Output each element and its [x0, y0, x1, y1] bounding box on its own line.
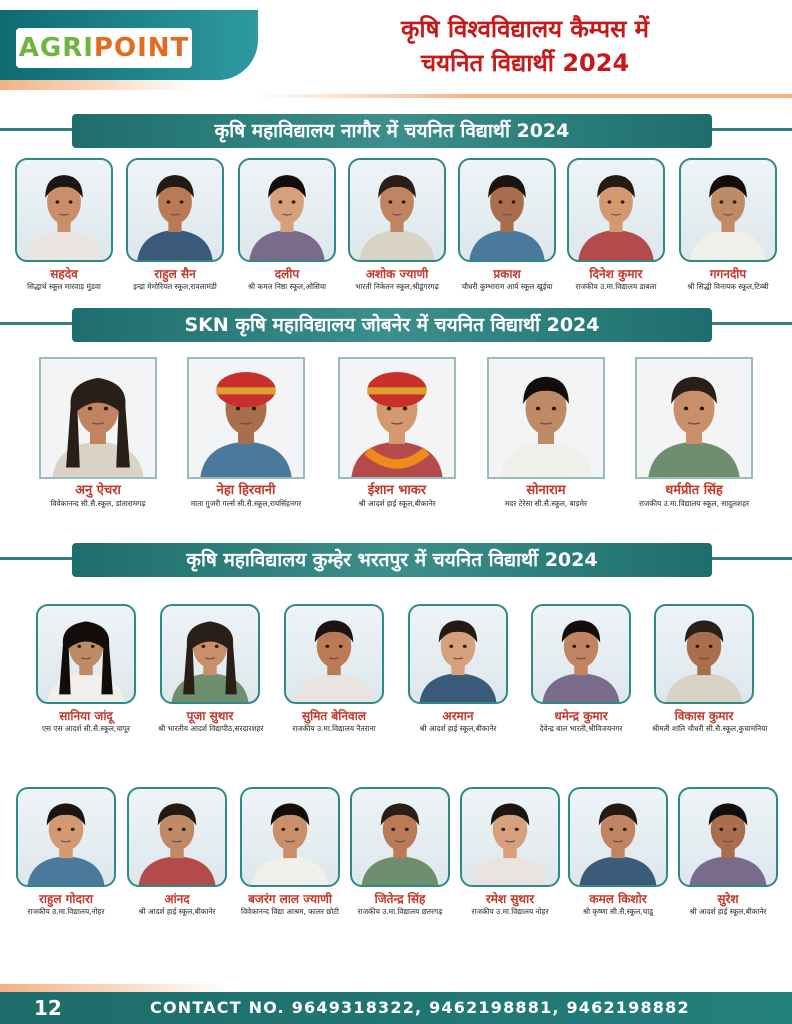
student-school: विवेकानन्द सी.सै.स्कूल, डांतारामगढ़ [50, 499, 146, 508]
student-photo [408, 604, 508, 704]
student-card [632, 357, 756, 509]
student-school: माता गुजरी गर्ल्स सी.सै.स्कूल,रायसिंहनगर [190, 499, 302, 508]
student-name: कमल किशोर [589, 892, 647, 906]
student-photo [460, 787, 560, 887]
student-school: इन्द्रा मेमोरियल स्कूल,रावलामंडी [133, 282, 217, 291]
student-name: राहुल सैन [154, 267, 196, 281]
student-school: श्री आदर्श हाई स्कूल,बीकानेर [358, 499, 436, 508]
student-school: भारती निकेतन स्कूल,श्रीडूंगरगढ़ [355, 282, 439, 291]
student-photo [635, 357, 753, 479]
page-title [290, 12, 760, 80]
student-photo [127, 787, 227, 887]
student-school: श्री आदर्श हाई स्कूल,बीकानेर [419, 724, 497, 733]
student-name: सुरेश [717, 892, 739, 906]
student-name: गगनदीप [709, 267, 747, 281]
student-card [458, 787, 562, 917]
section-title-kumher: कृषि महाविद्यालय कुम्हेर भरतपुर में चयनित विद्यार्थी 2024 [72, 543, 712, 577]
student-photo [458, 158, 556, 262]
student-photo [16, 787, 116, 887]
student-name: बजरंग लाल ज्याणी [248, 892, 332, 906]
student-school: श्री कृष्णा सी.सै.स्कूल,चाडू [582, 907, 654, 916]
student-school: राजकीय उ.मा.विद्यालय नैतराना [292, 724, 376, 733]
page-header [0, 0, 792, 110]
student-card [125, 787, 229, 917]
agripoint-logo: AGRI POINT [16, 28, 192, 68]
page-number: 12 [0, 992, 90, 1024]
student-school: राजकीय उ.मा.विद्यालय डाबला [575, 282, 657, 291]
student-name: ईशान भाकर [367, 483, 427, 498]
student-card [123, 158, 227, 292]
student-school: राजकीय उ.मा.विद्यालय स्कूल, सादुलशहर [638, 499, 750, 508]
student-school: श्री सिद्धी विनायक स्कूल,टिब्बी [687, 282, 769, 291]
student-card [564, 158, 668, 292]
student-name: जितेन्द्र सिंह [374, 892, 426, 906]
student-name: अनु ऐचरा [75, 483, 121, 498]
student-school: श्री कमल निष्ठा स्कूल,ओसिया [247, 282, 327, 291]
student-name: नेहा हिरवानी [216, 483, 276, 498]
page-title-line2: चयनित विद्यार्थी 2024 [420, 49, 630, 77]
student-card [652, 604, 768, 734]
student-card [158, 604, 262, 734]
student-card [335, 357, 459, 509]
student-photo [187, 357, 305, 479]
student-card [184, 357, 308, 509]
student-card [238, 787, 342, 917]
student-name: रमेश सुथार [485, 892, 535, 906]
student-photo [348, 158, 446, 262]
student-name: धमेन्द्र कुमार [554, 709, 608, 723]
student-school: श्रीमती शांति चौधरी सी.सै.स्कूल,कुचामनिया [652, 724, 768, 733]
student-name: अरमान [442, 709, 474, 723]
student-school: राजकीय उ.मा.विद्यालय,नोहर [27, 907, 105, 916]
student-card [406, 604, 510, 734]
student-photo [568, 787, 668, 887]
student-photo [679, 158, 777, 262]
student-name: सोनाराम [526, 483, 566, 498]
student-school: श्री भारतीय आदर्श विद्यापीठ,सरदारशहर [158, 724, 264, 733]
student-card [529, 604, 633, 734]
student-photo [36, 604, 136, 704]
student-photo [678, 787, 778, 887]
student-school: राजकीय उ.मा.विद्यालय नोहर [471, 907, 549, 916]
student-school: चौधरी कुम्भाराम आर्य स्कूल खुईया [461, 282, 553, 291]
student-name: राहुल गोदारा [38, 892, 94, 906]
student-card [14, 787, 118, 917]
student-card [34, 604, 138, 734]
student-photo [126, 158, 224, 262]
student-card [455, 158, 559, 292]
student-card [282, 604, 386, 734]
student-photo [238, 158, 336, 262]
student-card [235, 158, 339, 292]
student-photo [39, 357, 157, 479]
student-card [676, 787, 780, 917]
student-name: अशोक ज्याणी [365, 267, 429, 281]
student-name: पूजा सुथार [186, 709, 234, 723]
student-name: दलीप [274, 267, 300, 281]
student-name: सुमित बेनिवाल [302, 709, 366, 723]
section-title-jobner: SKN कृषि महाविद्यालय जोबनेर में चयनित विद्यार्थी 2024 [72, 308, 712, 342]
student-card [676, 158, 780, 292]
student-name: धर्मप्रीत सिंह [665, 483, 723, 498]
student-photo [567, 158, 665, 262]
page-footer [0, 984, 792, 1024]
page-title-line1: कृषि विश्वविद्यालय कैम्पस में [400, 15, 650, 43]
student-school: विवेकानन्द विद्या आश्रम, कालर छोटी [241, 907, 339, 916]
student-photo [284, 604, 384, 704]
student-photo [487, 357, 605, 479]
student-name: सहदेव [50, 267, 78, 281]
student-school: श्री आदर्श हाई स्कूल,बीकानेर [138, 907, 216, 916]
student-school: देवेन्द्र बाल भारती,श्रीविजयनगर [539, 724, 623, 733]
header-divider [258, 94, 792, 98]
student-card [36, 357, 160, 509]
student-name: सानिया जांदू [59, 709, 113, 723]
student-name: दिनेश कुमार [589, 267, 643, 281]
student-card [484, 357, 608, 509]
student-name: आंनद [164, 892, 190, 906]
student-school: श्री आदर्श हाई स्कूल,बीकानेर [689, 907, 767, 916]
student-card [348, 787, 452, 917]
student-name: विकास कुमार [674, 709, 734, 723]
student-card [12, 158, 116, 292]
student-school: मदर टेरेसा सी.सै.स्कूल, बाड़मेर [504, 499, 588, 508]
student-photo [654, 604, 754, 704]
footer-accent [0, 984, 230, 992]
student-photo [338, 357, 456, 479]
student-card [566, 787, 670, 917]
student-school: एस एस आदर्श सी.सै.स्कूल,चापूर [41, 724, 131, 733]
section-title-nagaur: कृषि महाविद्यालय नागौर में चयनित विद्यार्थी 2024 [72, 114, 712, 148]
student-school: सिद्धार्थ स्कूल मारवाड़ मुंडवा [27, 282, 101, 291]
student-photo [531, 604, 631, 704]
student-name: प्रकाश [493, 267, 521, 281]
student-school: राजकीय उ.मा.विद्यालय छतरगढ़ [357, 907, 443, 916]
student-photo [15, 158, 113, 262]
student-photo [350, 787, 450, 887]
student-card [345, 158, 449, 292]
contact-numbers: CONTACT NO. 9649318322, 9462198881, 9462198882 [150, 998, 690, 1017]
student-photo [240, 787, 340, 887]
student-photo [160, 604, 260, 704]
